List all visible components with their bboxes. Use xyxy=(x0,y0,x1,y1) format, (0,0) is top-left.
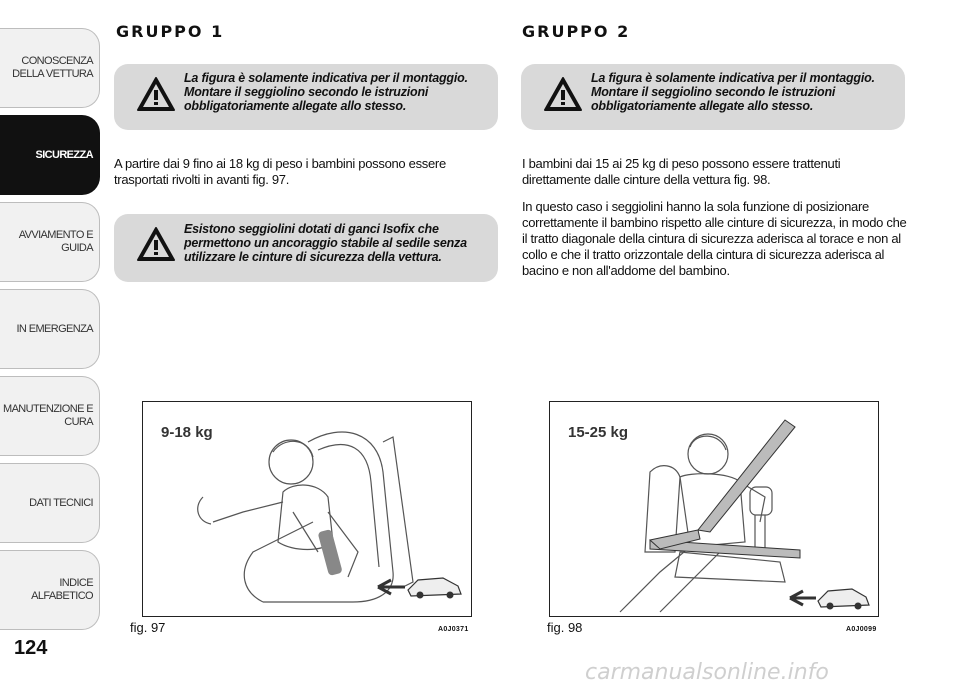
paragraph: In questo caso i seggiolini hanno la sola funzione di posizionare correttamente il bambino rispetto alle cinture di sicurezza, in modo che il tratto diagonale della cintura di sicurezza aderisca al torace e non al collo e che il tratto orizzontale della cintura di sicurezza aderisca al bacino e non all'addome del bambino. xyxy=(522,199,907,278)
warning-box xyxy=(521,64,905,130)
figure-caption: fig. 98 xyxy=(547,620,583,635)
paragraph: I bambini dai 15 ai 25 kg di peso possono essere trattenuti direttamente dalle cinture della vettura fig. 98. xyxy=(522,156,841,187)
warning-text: La figura è solamente indicativa per il montaggio. Montare il seggiolino secondo le istruzioni obbligatoriamente allegate allo stesso. xyxy=(184,71,468,113)
warning-triangle-icon xyxy=(543,76,583,112)
figure-98 xyxy=(549,401,879,617)
booster-seat-illustration xyxy=(550,402,878,616)
figure-weight-label: 15-25 kg xyxy=(568,424,629,441)
figure-97 xyxy=(142,401,472,617)
figure-weight-label: 9-18 kg xyxy=(161,424,213,441)
tab-manutenzione-e-cura[interactable]: MANUTENZIONE E CURA xyxy=(0,376,100,456)
page-number: 124 xyxy=(14,637,48,659)
section-heading-gruppo-2: GRUPPO 2 xyxy=(522,22,631,41)
child-seat-illustration xyxy=(143,402,471,616)
tab-dati-tecnici[interactable]: DATI TECNICI xyxy=(0,463,100,543)
tab-indice-alfabetico[interactable]: INDICE ALFABETICO xyxy=(0,550,100,630)
tab-avviamento-e-guida[interactable]: AVVIAMENTO E GUIDA xyxy=(0,202,100,282)
car-direction-icon xyxy=(790,589,869,610)
paragraph: A partire dai 9 fino ai 18 kg di peso i bambini possono essere trasportati rivolti in avanti fig. 97. xyxy=(114,156,446,187)
warning-box xyxy=(114,64,498,130)
section-heading-gruppo-1: GRUPPO 1 xyxy=(116,22,225,41)
car-direction-icon xyxy=(378,578,461,599)
warning-triangle-icon xyxy=(136,76,176,112)
tab-sicurezza[interactable]: SICUREZZA xyxy=(0,115,100,195)
warning-text: La figura è solamente indicativa per il montaggio. Montare il seggiolino secondo le istruzioni obbligatoriamente allegate allo stesso. xyxy=(591,71,875,113)
tab-conoscenza-della-vettura[interactable]: CONOSCENZA DELLA VETTURA xyxy=(0,28,100,108)
tab-in-emergenza[interactable]: IN EMERGENZA xyxy=(0,289,100,369)
warning-text: Esistono seggiolini dotati di ganci Isofix che permettono un ancoraggio stabile al sedile senza utilizzare le cinture di sicurezza della vettura. xyxy=(184,222,467,264)
figure-code: A0J0371 xyxy=(438,626,469,633)
warning-box xyxy=(114,214,498,282)
watermark: carmanualsonline.info xyxy=(585,660,829,685)
warning-triangle-icon xyxy=(136,226,176,262)
figure-code: A0J0099 xyxy=(846,626,877,633)
figure-caption: fig. 97 xyxy=(130,620,166,635)
